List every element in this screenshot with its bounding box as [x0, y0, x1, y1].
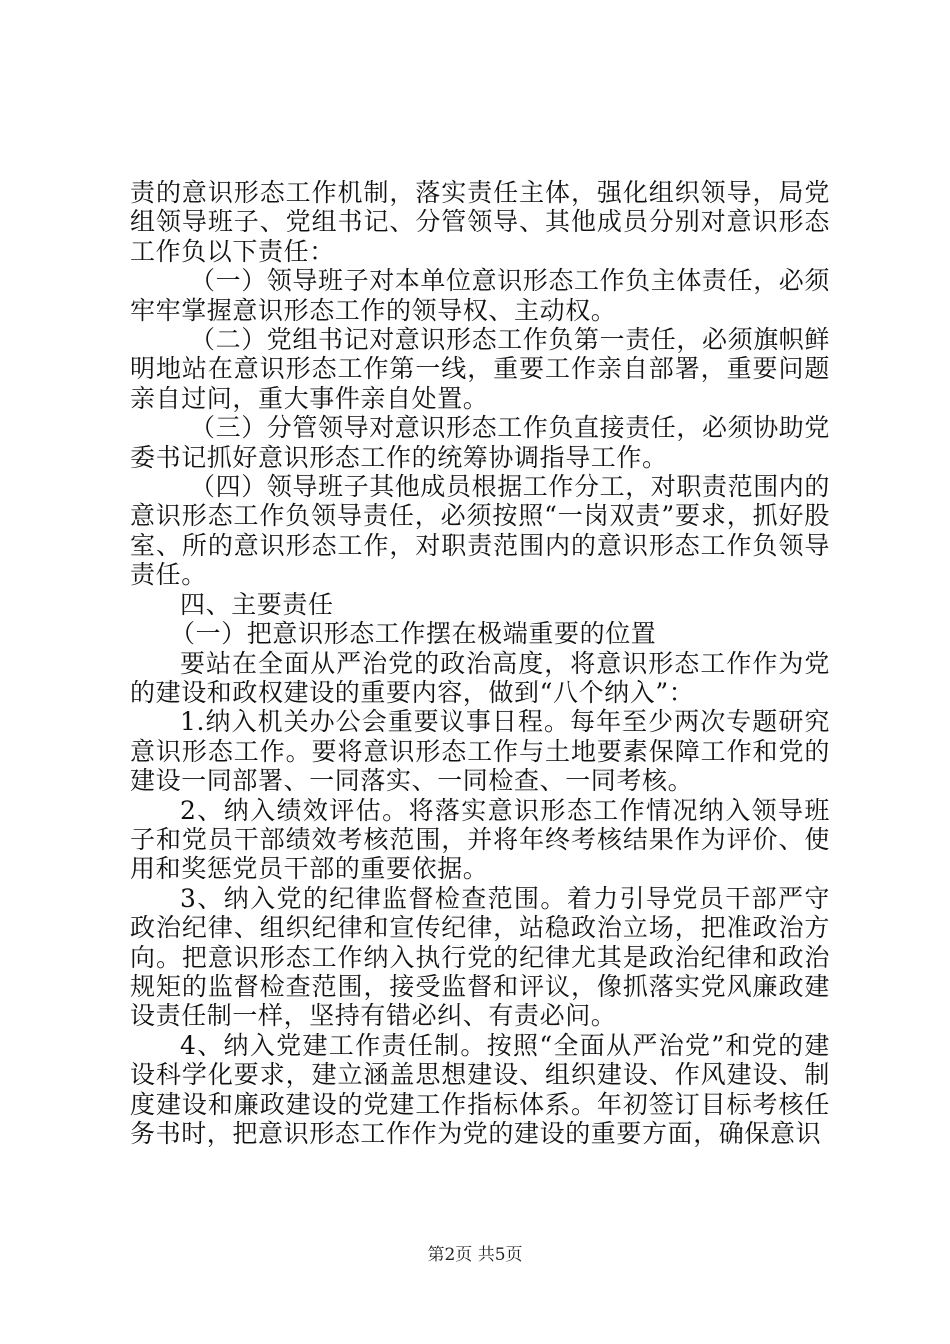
paragraph-item-3: （三）分管领导对意识形态工作负直接责任，必须协助党委书记抓好意识形态工作的统筹协调指导工作。	[130, 413, 831, 472]
paragraph-item-2: （二）党组书记对意识形态工作负第一责任，必须旗帜鲜明地站在意识形态工作第一线，重要工作亲自部署，重要问题亲自过问，重大事件亲自处置。	[130, 325, 831, 413]
paragraph-item-1: （一）领导班子对本单位意识形态工作负主体责任，必须牢牢掌握意识形态工作的领导权、主动权。	[130, 266, 831, 325]
paragraph-item-4: （四）领导班子其他成员根据工作分工，对职责范围内的意识形态工作负领导责任，必须按照“一岗双责”要求，抓好股室、所的意识形态工作，对职责范围内的意识形态工作负领导责任。	[130, 472, 831, 590]
document-body	[130, 178, 830, 1148]
section-heading-main-duties: 四、主要责任	[180, 589, 334, 619]
subsection-heading-1: （一）把意识形态工作摆在极端重要的位置	[170, 619, 657, 649]
paragraph-inclusion-3: 3、纳入党的纪律监督检查范围。着力引导党员干部严守政治纪律、组织纪律和宣传纪律，站稳政治立场，把准政治方向。把意识形态工作纳入执行党的纪律尤其是政治纪律和政治规矩的监督检查范围，接受监督和评议，像抓落实党风廉政建设责任制一样，坚持有错必纠、有责必问。	[130, 883, 830, 1031]
page-number-footer: 第2页 共5页	[427, 1245, 523, 1265]
paragraph-inclusion-4: 4、纳入党建工作责任制。按照“全面从严治党”和党的建设科学化要求，建立涵盖思想建设、组织建设、作风建设、制度建设和廉政建设的党建工作指标体系。年初签订目标考核任务书时，把意识形态工作作为党的建设的重要方面，确保意识	[130, 1030, 830, 1148]
paragraph-inclusion-2: 2、纳入绩效评估。将落实意识形态工作情况纳入领导班子和党员干部绩效考核范围，并将年终考核结果作为评价、使用和奖惩党员干部的重要依据。	[130, 795, 830, 884]
paragraph-eight-inclusions: 要站在全面从严治党的政治高度，将意识形态工作作为党的建设和政权建设的重要内容，做到“八个纳入”：	[130, 648, 830, 707]
paragraph-inclusion-1: 1.纳入机关办公会重要议事日程。每年至少两次专题研究意识形态工作。要将意识形态工作与土地要素保障工作和党的建设一同部署、一同落实、一同检查、一同考核。	[130, 707, 830, 796]
paragraph-intro: 责的意识形态工作机制，落实责任主体，强化组织领导，局党组领导班子、党组书记、分管领导、其他成员分别对意识形态工作负以下责任：	[130, 178, 830, 266]
